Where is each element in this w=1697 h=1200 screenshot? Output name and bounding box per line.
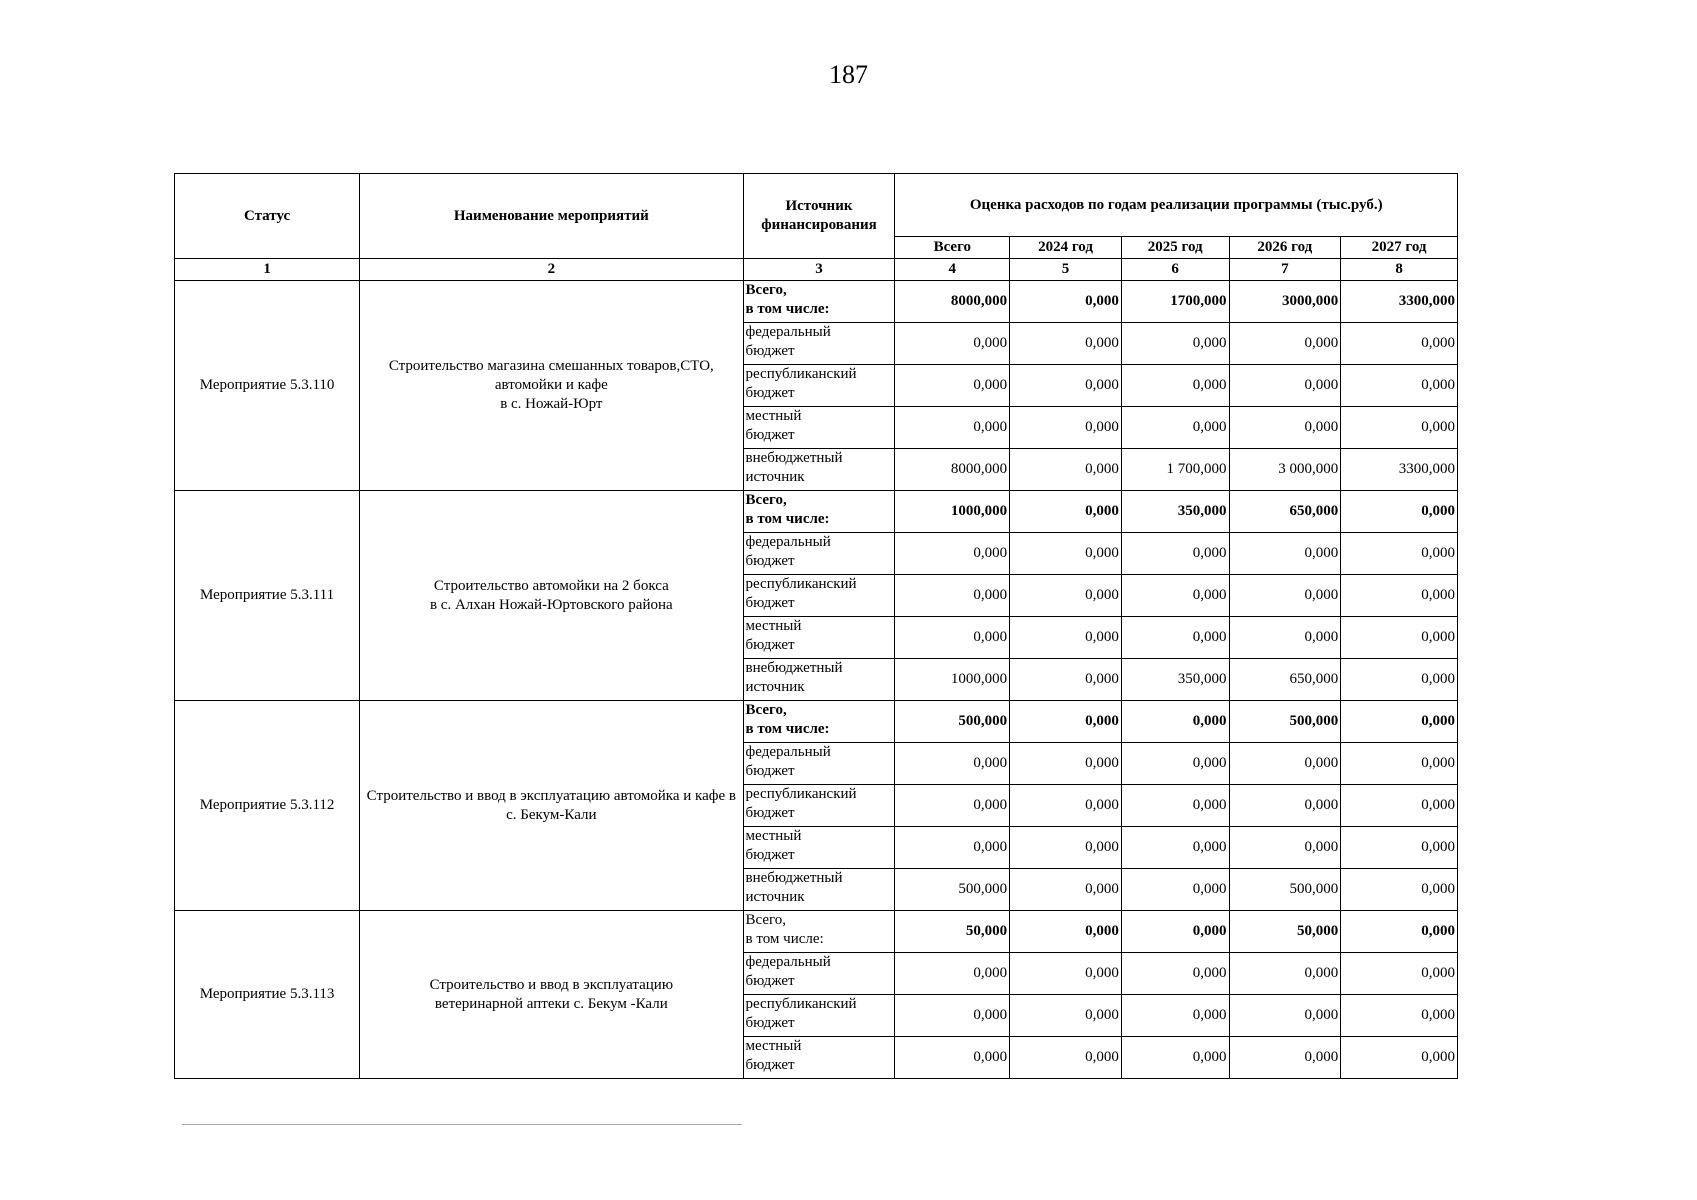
funding-source: республиканский бюджет bbox=[743, 785, 895, 827]
value-total: 0,000 bbox=[895, 953, 1010, 995]
table-row bbox=[175, 911, 1458, 953]
value-year: 0,000 bbox=[1341, 323, 1458, 365]
value-year: 0,000 bbox=[1229, 617, 1341, 659]
value-year: 0,000 bbox=[1010, 407, 1122, 449]
value-year: 0,000 bbox=[1010, 617, 1122, 659]
header-year-2027: 2027 год bbox=[1341, 237, 1458, 259]
col-number: 5 bbox=[1010, 259, 1122, 281]
table-body bbox=[175, 281, 1458, 1079]
event-status: Мероприятие 5.3.110 bbox=[175, 281, 360, 491]
value-total: 0,000 bbox=[895, 827, 1010, 869]
event-name: Строительство магазина смешанных товаров,СТО, автомойки и кафе в с. Ножай-Юрт bbox=[360, 281, 743, 491]
table-row bbox=[175, 491, 1458, 533]
funding-source: внебюджетный источник bbox=[743, 449, 895, 491]
event-name: Строительство и ввод в эксплуатацию ветеринарной аптеки с. Бекум -Кали bbox=[360, 911, 743, 1079]
table-row bbox=[175, 281, 1458, 323]
value-year: 500,000 bbox=[1229, 701, 1341, 743]
funding-source: Всего, в том числе: bbox=[743, 911, 895, 953]
value-total: 0,000 bbox=[895, 1037, 1010, 1079]
value-year: 0,000 bbox=[1341, 365, 1458, 407]
value-year: 0,000 bbox=[1229, 827, 1341, 869]
value-year: 0,000 bbox=[1010, 743, 1122, 785]
funding-source: республиканский бюджет bbox=[743, 995, 895, 1037]
funding-source: Всего, в том числе: bbox=[743, 491, 895, 533]
funding-source: внебюджетный источник bbox=[743, 659, 895, 701]
funding-source: Всего, в том числе: bbox=[743, 281, 895, 323]
value-year: 0,000 bbox=[1229, 575, 1341, 617]
value-year: 0,000 bbox=[1229, 323, 1341, 365]
value-year: 0,000 bbox=[1121, 533, 1229, 575]
value-year: 0,000 bbox=[1341, 995, 1458, 1037]
value-total: 500,000 bbox=[895, 701, 1010, 743]
header-name: Наименование мероприятий bbox=[360, 174, 743, 259]
col-number: 2 bbox=[360, 259, 743, 281]
funding-source: местный бюджет bbox=[743, 827, 895, 869]
value-total: 500,000 bbox=[895, 869, 1010, 911]
funding-source: Всего, в том числе: bbox=[743, 701, 895, 743]
value-year: 0,000 bbox=[1341, 659, 1458, 701]
value-year: 0,000 bbox=[1229, 995, 1341, 1037]
funding-source: федеральный бюджет bbox=[743, 533, 895, 575]
value-year: 0,000 bbox=[1341, 575, 1458, 617]
value-year: 3 000,000 bbox=[1229, 449, 1341, 491]
value-year: 0,000 bbox=[1010, 323, 1122, 365]
value-total: 1000,000 bbox=[895, 491, 1010, 533]
header-year-2025: 2025 год bbox=[1121, 237, 1229, 259]
event-name: Строительство и ввод в эксплуатацию автомойка и кафе в с. Бекум-Кали bbox=[360, 701, 743, 911]
value-year: 0,000 bbox=[1010, 533, 1122, 575]
funding-source: федеральный бюджет bbox=[743, 323, 895, 365]
funding-source: федеральный бюджет bbox=[743, 953, 895, 995]
value-year: 1700,000 bbox=[1121, 281, 1229, 323]
funding-source: республиканский бюджет bbox=[743, 365, 895, 407]
header-year-2024: 2024 год bbox=[1010, 237, 1122, 259]
value-total: 0,000 bbox=[895, 743, 1010, 785]
value-total: 1000,000 bbox=[895, 659, 1010, 701]
value-year: 0,000 bbox=[1121, 953, 1229, 995]
col-number: 6 bbox=[1121, 259, 1229, 281]
value-year: 50,000 bbox=[1229, 911, 1341, 953]
value-year: 0,000 bbox=[1010, 995, 1122, 1037]
page-cut-line bbox=[182, 1124, 742, 1125]
header-status: Статус bbox=[175, 174, 360, 259]
value-year: 0,000 bbox=[1010, 281, 1122, 323]
value-year: 0,000 bbox=[1010, 827, 1122, 869]
value-total: 0,000 bbox=[895, 575, 1010, 617]
funding-source: федеральный бюджет bbox=[743, 743, 895, 785]
value-year: 0,000 bbox=[1341, 491, 1458, 533]
value-year: 0,000 bbox=[1121, 1037, 1229, 1079]
col-number: 7 bbox=[1229, 259, 1341, 281]
value-year: 0,000 bbox=[1010, 491, 1122, 533]
value-total: 0,000 bbox=[895, 365, 1010, 407]
value-year: 0,000 bbox=[1121, 743, 1229, 785]
value-total: 0,000 bbox=[895, 785, 1010, 827]
col-number: 4 bbox=[895, 259, 1010, 281]
value-year: 0,000 bbox=[1010, 575, 1122, 617]
value-total: 8000,000 bbox=[895, 281, 1010, 323]
value-year: 0,000 bbox=[1341, 617, 1458, 659]
value-total: 50,000 bbox=[895, 911, 1010, 953]
value-year: 3000,000 bbox=[1229, 281, 1341, 323]
event-status: Мероприятие 5.3.112 bbox=[175, 701, 360, 911]
value-year: 0,000 bbox=[1121, 407, 1229, 449]
value-year: 0,000 bbox=[1341, 743, 1458, 785]
funding-source: местный бюджет bbox=[743, 407, 895, 449]
value-year: 0,000 bbox=[1010, 701, 1122, 743]
value-year: 0,000 bbox=[1341, 785, 1458, 827]
value-year: 3300,000 bbox=[1341, 281, 1458, 323]
value-year: 0,000 bbox=[1121, 827, 1229, 869]
value-year: 350,000 bbox=[1121, 491, 1229, 533]
value-year: 0,000 bbox=[1010, 869, 1122, 911]
value-year: 0,000 bbox=[1229, 365, 1341, 407]
value-year: 0,000 bbox=[1229, 785, 1341, 827]
value-year: 0,000 bbox=[1341, 953, 1458, 995]
value-year: 0,000 bbox=[1229, 743, 1341, 785]
budget-table bbox=[174, 173, 1458, 1079]
event-status: Мероприятие 5.3.111 bbox=[175, 491, 360, 701]
value-total: 0,000 bbox=[895, 617, 1010, 659]
value-total: 8000,000 bbox=[895, 449, 1010, 491]
value-year: 0,000 bbox=[1341, 407, 1458, 449]
value-year: 0,000 bbox=[1341, 1037, 1458, 1079]
value-year: 0,000 bbox=[1121, 995, 1229, 1037]
value-total: 0,000 bbox=[895, 323, 1010, 365]
value-year: 0,000 bbox=[1229, 407, 1341, 449]
table-row bbox=[175, 701, 1458, 743]
value-year: 0,000 bbox=[1229, 533, 1341, 575]
value-year: 0,000 bbox=[1010, 1037, 1122, 1079]
event-name: Строительство автомойки на 2 бокса в с. Алхан Ножай-Юртовского района bbox=[360, 491, 743, 701]
header-estimate: Оценка расходов по годам реализации программы (тыс.руб.) bbox=[895, 174, 1458, 237]
funding-source: республиканский бюджет bbox=[743, 575, 895, 617]
value-year: 0,000 bbox=[1010, 911, 1122, 953]
col-number: 3 bbox=[743, 259, 895, 281]
value-total: 0,000 bbox=[895, 995, 1010, 1037]
value-year: 0,000 bbox=[1121, 869, 1229, 911]
value-year: 3300,000 bbox=[1341, 449, 1458, 491]
funding-source: местный бюджет bbox=[743, 1037, 895, 1079]
funding-source: внебюджетный источник bbox=[743, 869, 895, 911]
value-year: 500,000 bbox=[1229, 869, 1341, 911]
value-year: 0,000 bbox=[1341, 869, 1458, 911]
header-source: Источник финансирования bbox=[743, 174, 895, 259]
value-year: 0,000 bbox=[1121, 617, 1229, 659]
funding-source: местный бюджет bbox=[743, 617, 895, 659]
col-number: 8 bbox=[1341, 259, 1458, 281]
value-year: 0,000 bbox=[1229, 953, 1341, 995]
value-year: 0,000 bbox=[1121, 911, 1229, 953]
value-year: 0,000 bbox=[1121, 323, 1229, 365]
value-total: 0,000 bbox=[895, 407, 1010, 449]
value-total: 0,000 bbox=[895, 533, 1010, 575]
value-year: 0,000 bbox=[1341, 701, 1458, 743]
value-year: 0,000 bbox=[1010, 953, 1122, 995]
value-year: 0,000 bbox=[1121, 785, 1229, 827]
value-year: 650,000 bbox=[1229, 659, 1341, 701]
header-year-2026: 2026 год bbox=[1229, 237, 1341, 259]
value-year: 0,000 bbox=[1010, 365, 1122, 407]
value-year: 0,000 bbox=[1341, 911, 1458, 953]
page-number: 187 bbox=[829, 60, 868, 89]
value-year: 0,000 bbox=[1229, 1037, 1341, 1079]
value-year: 0,000 bbox=[1121, 575, 1229, 617]
value-year: 0,000 bbox=[1010, 659, 1122, 701]
col-number: 1 bbox=[175, 259, 360, 281]
value-year: 0,000 bbox=[1121, 701, 1229, 743]
event-status: Мероприятие 5.3.113 bbox=[175, 911, 360, 1079]
value-year: 0,000 bbox=[1121, 365, 1229, 407]
value-year: 0,000 bbox=[1341, 827, 1458, 869]
value-year: 0,000 bbox=[1010, 785, 1122, 827]
value-year: 0,000 bbox=[1010, 449, 1122, 491]
header-total: Всего bbox=[895, 237, 1010, 259]
value-year: 0,000 bbox=[1341, 533, 1458, 575]
value-year: 1 700,000 bbox=[1121, 449, 1229, 491]
value-year: 650,000 bbox=[1229, 491, 1341, 533]
value-year: 350,000 bbox=[1121, 659, 1229, 701]
